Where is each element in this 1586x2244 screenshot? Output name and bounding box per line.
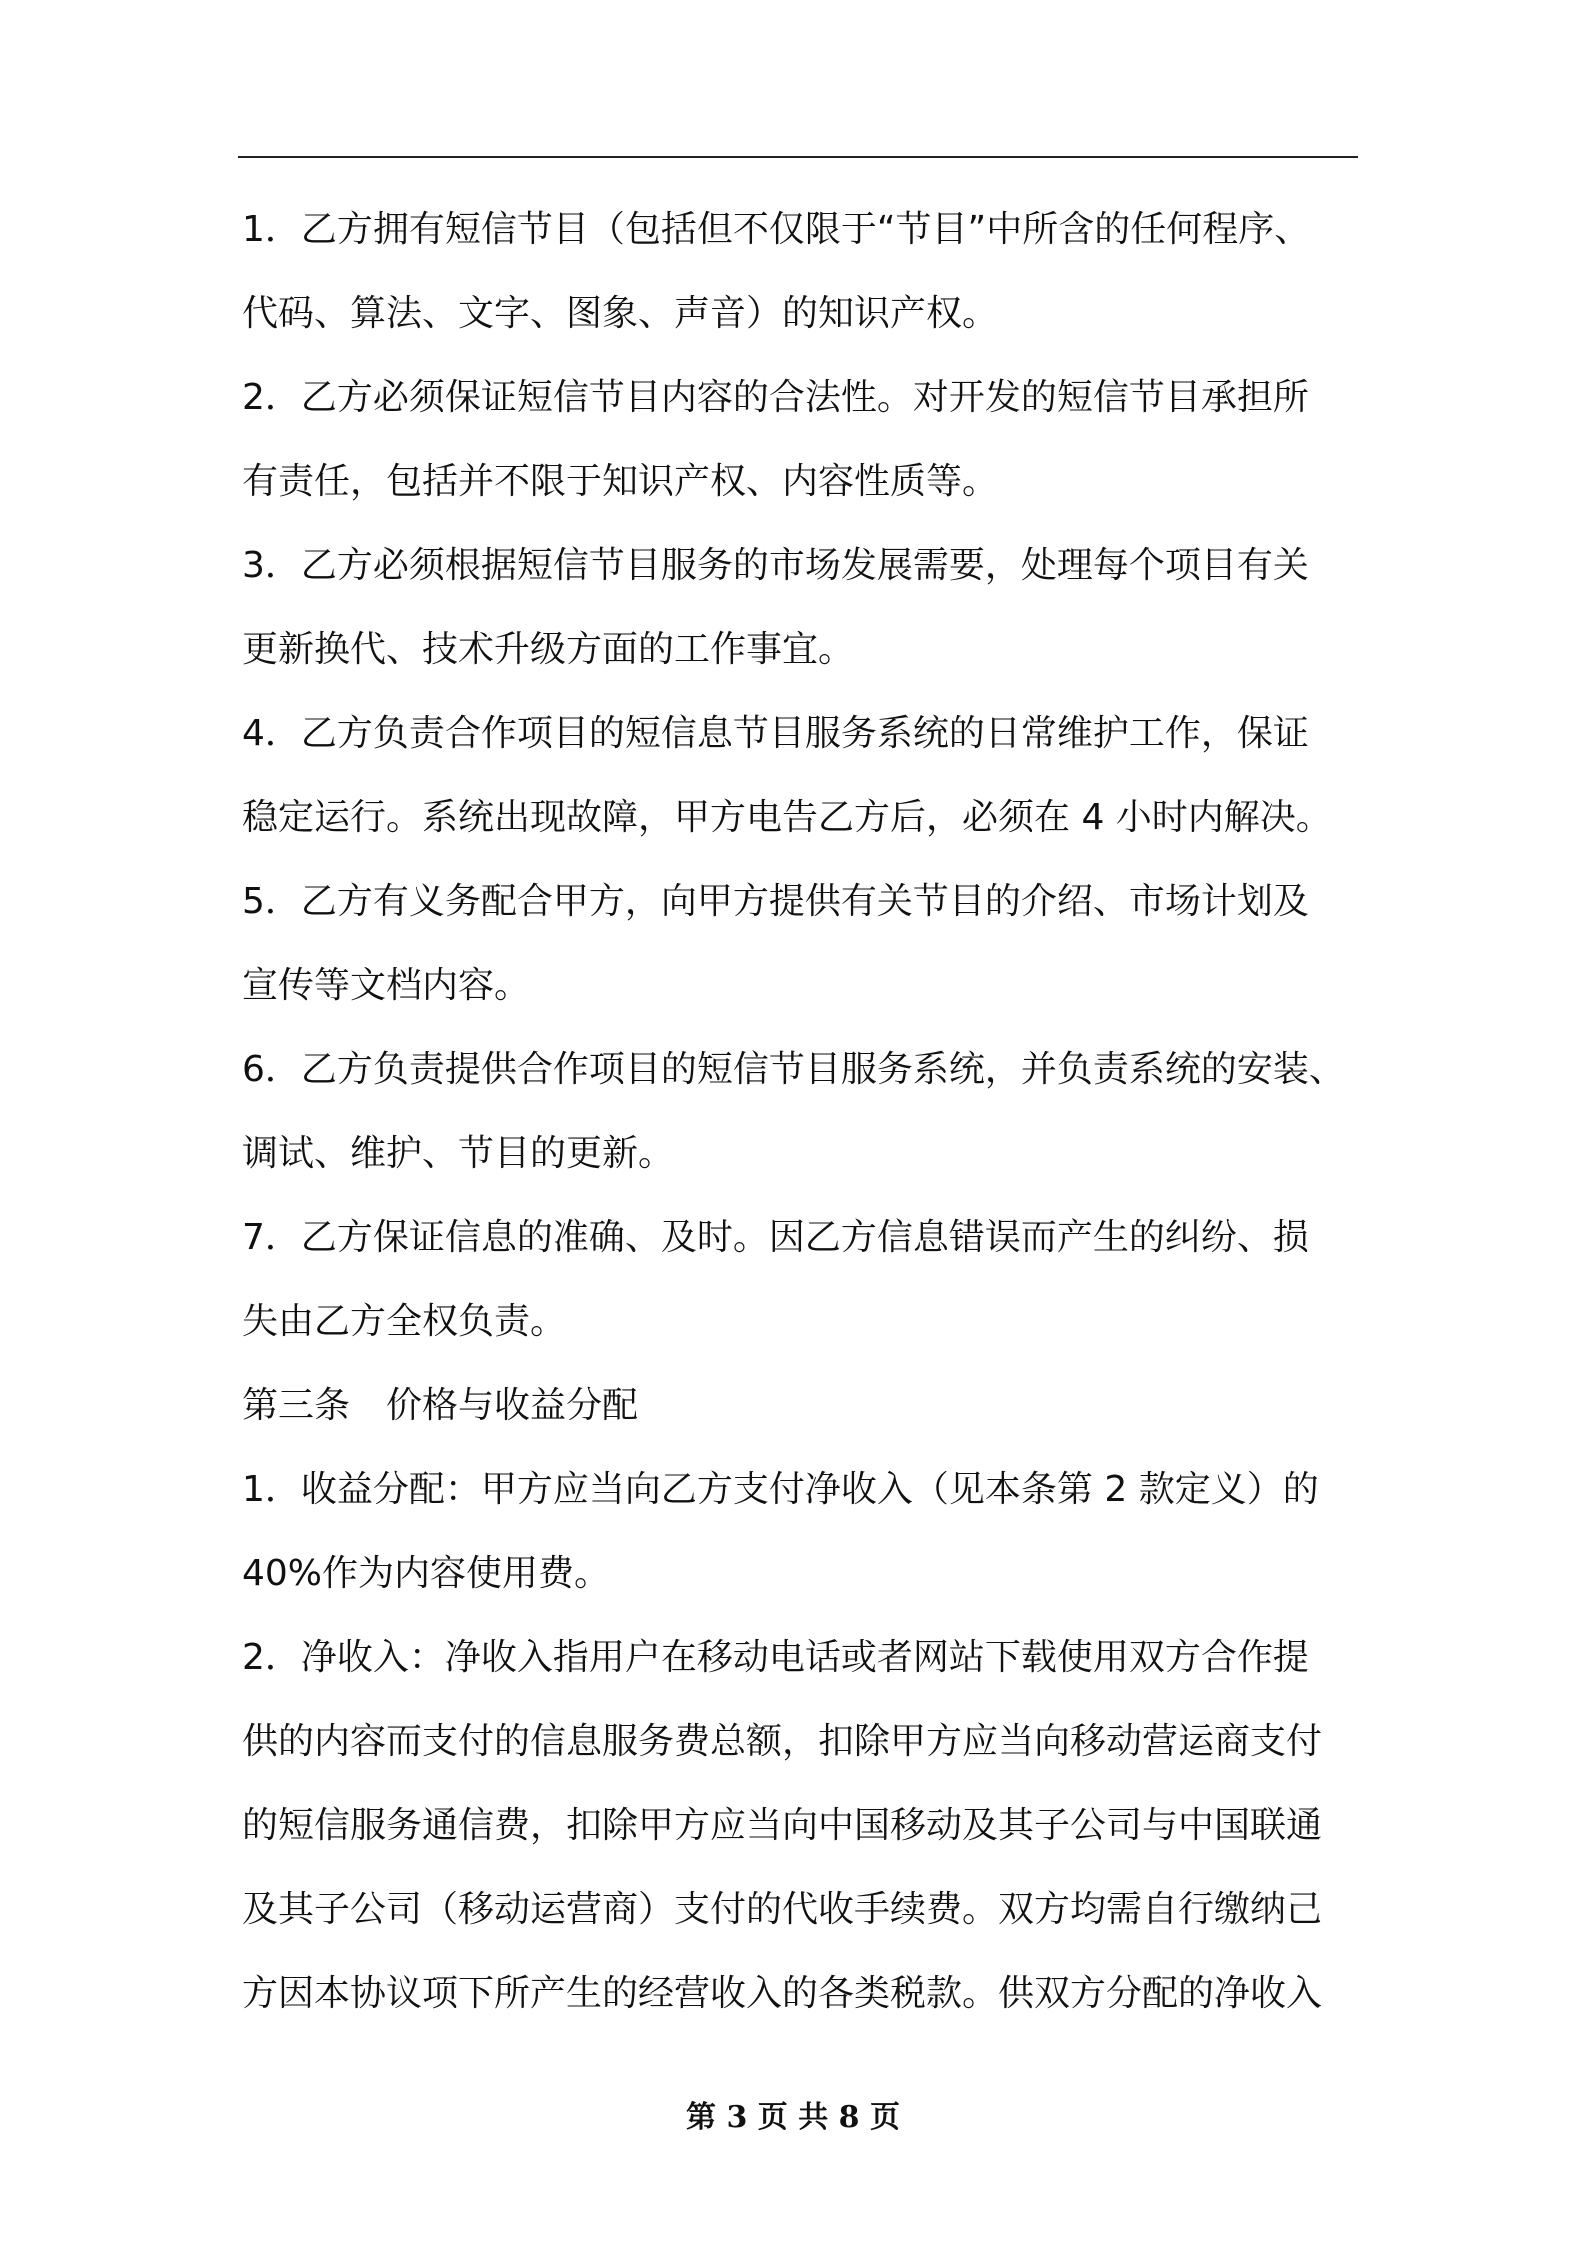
text-line: 7．乙方保证信息的准确、及时。因乙方信息错误而产生的纠纷、损 (242, 1217, 1309, 1258)
text-line: 1．乙方拥有短信节目（包括但不仅限于“节目”中所含的任何程序、 (242, 209, 1311, 250)
text-line: 6．乙方负责提供合作项目的短信节目服务系统，并负责系统的安装、 (242, 1049, 1345, 1090)
page-number: 第 3 页 共 8 页 (686, 2100, 900, 2135)
text-line: 2．净收入：净收入指用户在移动电话或者网站下载使用双方合作提 (242, 1637, 1309, 1678)
text-line: 2．乙方必须保证短信节目内容的合法性。对开发的短信节目承担所 (242, 377, 1309, 418)
text-line: 1．收益分配：甲方应当向乙方支付净收入（见本条第 2 款定义）的 (242, 1469, 1319, 1510)
text-line: 4．乙方负责合作项目的短信息节目服务系统的日常维护工作，保证 (242, 713, 1309, 754)
document-body (242, 188, 1382, 2036)
text-line: 及其子公司（移动运营商）支付的代收手续费。双方均需自行缴纳己 (242, 1889, 1323, 1930)
text-line: 40%作为内容使用费。 (242, 1553, 611, 1594)
text-line: 供的内容而支付的信息服务费总额，扣除甲方应当向移动营运商支付 (242, 1721, 1323, 1762)
text-line: 稳定运行。系统出现故障，甲方电告乙方后，必须在 4 小时内解决。 (242, 797, 1332, 838)
text-line: 5．乙方有义务配合甲方，向甲方提供有关节目的介绍、市场计划及 (242, 881, 1309, 922)
text-line: 有责任，包括并不限于知识产权、内容性质等。 (242, 461, 999, 502)
header-rule (238, 156, 1358, 158)
text-line: 更新换代、技术升级方面的工作事宜。 (242, 629, 855, 670)
text-line: 宣传等文档内容。 (242, 965, 531, 1006)
text-line: 的短信服务通信费，扣除甲方应当向中国移动及其子公司与中国联通 (242, 1805, 1323, 1846)
text-line: 失由乙方全权负责。 (242, 1301, 567, 1342)
text-line: 方因本协议项下所产生的经营收入的各类税款。供双方分配的净收入 (242, 1973, 1323, 2014)
text-line: 代码、算法、文字、图象、声音）的知识产权。 (242, 293, 999, 334)
section-heading: 第三条 价格与收益分配 (242, 1385, 639, 1426)
text-line: 调试、维护、节目的更新。 (242, 1133, 675, 1174)
text-line: 3．乙方必须根据短信节目服务的市场发展需要，处理每个项目有关 (242, 545, 1309, 586)
